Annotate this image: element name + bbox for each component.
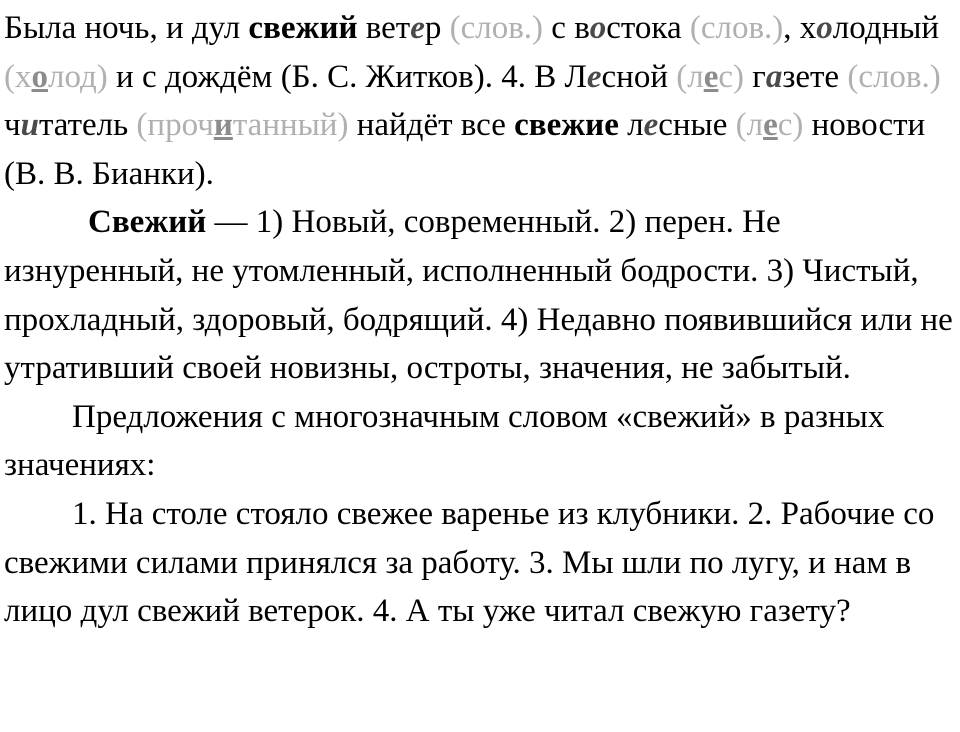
highlighted-vowel: а — [765, 58, 783, 95]
grey-hint: (слов.) — [449, 10, 544, 46]
hint-text: с) — [718, 58, 745, 95]
definition-paragraph — [4, 198, 954, 392]
text-run: стока — [606, 10, 690, 46]
text-run: р — [424, 10, 450, 46]
text-run: л — [618, 107, 644, 144]
hint-text: (проч — [136, 107, 214, 144]
highlighted-vowel: о — [816, 10, 833, 46]
highlighted-vowel: и — [20, 107, 39, 144]
text-run: вет — [357, 10, 411, 46]
text-run: татель — [38, 107, 137, 144]
highlighted-vowel: е — [586, 58, 602, 95]
text-run: новости (В. В. Бианки). — [4, 107, 926, 192]
grey-hint — [136, 107, 348, 143]
sentences-text: 1. На столе стояло свежее варенье из клубники. 2. Рабочие со свежими силами принялся за работу. 3. Мы шли по лугу, и нам в лицо дул свежий ветерок. 4. А ты уже читал свежую газету? — [4, 495, 935, 630]
text-run: с в — [543, 10, 590, 46]
highlighted-vowel: е — [643, 107, 659, 144]
hint-text: (х — [4, 58, 32, 95]
hint-underlined-vowel: и — [213, 107, 233, 144]
sentences-paragraph — [4, 490, 954, 636]
hint-underlined-vowel: о — [31, 58, 48, 95]
task-heading-paragraph — [4, 393, 954, 490]
definition-text: — 1) Новый, современный. 2) перен. Не изнуренный, не утомленный, исполненный бодрости. 3) Чистый, прохладный, здоровый, бодрящий. 4) Недавно появившийся или не утративший своей новизны, остроты, значения, не забытый. — [4, 204, 953, 387]
highlighted-vowel: е — [410, 10, 425, 46]
text-run: и с дождём (Б. С. Житков). 4. В Л — [107, 58, 587, 95]
text-run: , х — [783, 10, 817, 46]
example-paragraph — [4, 4, 954, 198]
task-heading-text: Предложения с многозначным словом «свежий» в разных значениях: — [4, 398, 885, 484]
text-run: сной — [601, 58, 677, 95]
text-run: зете — [782, 58, 848, 95]
text-run: ч — [4, 107, 21, 144]
text-run: сные — [658, 107, 736, 144]
grey-hint: (слов.) — [847, 58, 941, 95]
document-body — [4, 4, 954, 636]
hint-text: танный) — [232, 107, 349, 144]
bold-word: свежий — [248, 10, 358, 46]
text-run: Была ночь, и дул — [4, 10, 249, 46]
hint-underlined-vowel: е — [703, 58, 719, 95]
text-run: найдёт все — [348, 107, 515, 144]
hint-underlined-vowel: е — [763, 107, 778, 144]
hint-text: с) — [777, 107, 804, 144]
text-run: г — [744, 58, 766, 95]
hint-text: лод) — [48, 58, 108, 95]
bold-word: свежие — [514, 107, 619, 144]
grey-hint — [676, 59, 744, 95]
hint-text: (л — [676, 58, 704, 95]
definition-term: Свежий — [88, 204, 207, 241]
grey-hint: (слов.) — [689, 10, 784, 46]
text-run: лодный — [832, 10, 940, 46]
grey-hint — [4, 59, 108, 95]
hint-text: (л — [735, 107, 764, 144]
highlighted-vowel: о — [589, 10, 607, 46]
grey-hint — [736, 107, 804, 143]
